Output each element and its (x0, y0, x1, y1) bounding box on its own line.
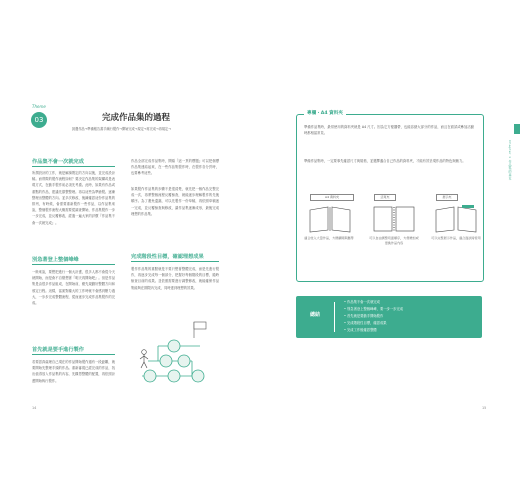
step-circle (168, 370, 180, 382)
section-rule-2 (32, 264, 115, 265)
step-circle (160, 355, 172, 367)
section-rule-4 (131, 261, 219, 262)
book-illustration-3 (432, 204, 480, 234)
diagram-caption-3: 可以完整展示作品，適合面試時使用 (431, 236, 481, 240)
summary-divider (334, 302, 335, 332)
column-text-1: 準備作品集時，最常使用的資料夾就是 A4 尺寸。因為它方便攜帶，也能容納大部分的作品，而且在面試或參加活動時都相當常見。 (304, 125, 474, 136)
section-text-1: 所謂設計的工作，就是解讀既定的方向以後，並完成設計稿。而實際的製作流程如何？要決定作品集的架構或是表現方式，在動手製作前必須先考慮。此時，如果有作品或重點的作品，建議先彙整整理。再以這些為準繪製。逐漸整理出整體的方向。並多次修改、後續確認這份作品集的排列，有時候，會需要重新製作一些作品，以作品集來說，整個製作流程大概需要從調查開始，作品集製作一步一步完成，並反覆修改，經過一遍大家的評價『作品集不會一次就完成』。 (32, 171, 115, 225)
diagram-label-2: 活頁夾 (374, 194, 396, 201)
summary-item: • 首先就是要動手開始製作 (344, 314, 384, 318)
steps-illustration (132, 318, 222, 393)
step-circle (168, 340, 180, 352)
diagram-caption-2: 可以自由調整頁面順序，方便增加或更換作品內容 (369, 236, 419, 246)
book-illustration-2 (370, 204, 418, 234)
summary-item: • 別急著登上整個峰峰，要一步一步完成 (344, 307, 404, 311)
book-illustration-1 (306, 204, 354, 234)
summary-item: • 完成工作後確認整體 (344, 328, 377, 332)
section-text-4: 製作作品集的重點就是不要只想著整體完成，而是先進行製作，再逐步完成每一個部分，把握好每個階段的目標，隨時檢查目前的成果。並依照需要進行調整修改，就能確保作品集能夠在期限內完成，同時達到理想的效果。 (131, 267, 219, 290)
goal-flag (194, 322, 206, 338)
page-subtitle: 挑選作品→準備報告書手續行製作→開始完成→規定→再完成→再規定→ (72, 127, 171, 131)
theme-label: Theme (32, 104, 46, 109)
column-text-2: 準備作品集時，一定要事先確認尺寸與規格，並選擇適合自己作品的資料夾，才能有效呈現作品的特色與魅力。 (304, 159, 466, 163)
column2-text-1: 作品全部完成作品集時，開頭『這一頁的標題』可以把個標作品集連結起來，在一些作品集製作時，在製作各分頁時，也要參考這些。 (131, 159, 219, 176)
page-title: 完成作品集的過程 (102, 113, 171, 123)
section-text-2: 一般來說，要想把進行一個大計畫，很多人都不會從今天就開始，而是會不自覺想著『明天再開始吧』。但是作品集是由很多作品組成，在開始前，應先規劃好整體方向和預定日程。這樣，當面對龐大的工作時就不會感到壓力過大，一步步完成整體流程，從而逐步完成作品集製作的完成。 (32, 270, 115, 306)
summary-list (344, 299, 476, 334)
section-text-3: 若要認真處理自己現在的作品開始製作還有一段距離，就要開始先整理手頭的作品。重新審視已經完成的作品，找出值得放入作品集的內容，先構思整體的配置，再依照計畫開始執行製作。 (32, 360, 115, 383)
column2-text-2: 如果製作作品集的步驟不是很清楚，就先把一個作品完整完成一次，再將整個流程反覆檢查，就能逐步理解製作的先後順序。為了避免遺漏，可以先製作一份草稿，再依照草稿逐一完成，並反覆檢查與修改，讓作品集逐漸成形，最後完成理想的作品集。 (131, 187, 219, 216)
person-figure (140, 350, 148, 368)
right-page (260, 0, 520, 500)
chapter-side-label: Chapter 1 作品集的基本 (508, 140, 512, 181)
right-page-number: 15 (482, 406, 487, 410)
section-heading-1: 作品集不會一次就完成 (32, 159, 84, 165)
theme-number: 03 (34, 116, 44, 124)
step-circle (192, 370, 204, 382)
section-rule-3 (32, 354, 115, 355)
diagram-label-3: 展示夾 (436, 194, 458, 201)
diagram-caption-1: 適合放入大量作品，方便翻閱與攜帶 (304, 236, 354, 240)
step-circle (178, 355, 190, 367)
summary-item: • 作品集不會一次就完成 (344, 300, 380, 304)
section-rule-1 (32, 166, 115, 167)
chapter-tab-marker (514, 124, 520, 134)
diagram-label-1: A4 資料夾 (310, 194, 354, 201)
section-heading-2: 別急著登上整個峰峰 (32, 257, 79, 263)
section-heading-3: 首先就是要手進行製作 (32, 347, 84, 353)
step-circle (144, 370, 156, 382)
summary-item: • 完成階段性目標，確認成果 (344, 321, 387, 325)
summary-label: 總結 (310, 312, 321, 318)
theme-number-circle (31, 112, 47, 128)
section-heading-4: 完成階段性目標，確認理想成果 (131, 254, 204, 260)
column-header: 專欄・A4 資料夾 (304, 110, 346, 116)
left-page-number: 14 (32, 406, 37, 410)
